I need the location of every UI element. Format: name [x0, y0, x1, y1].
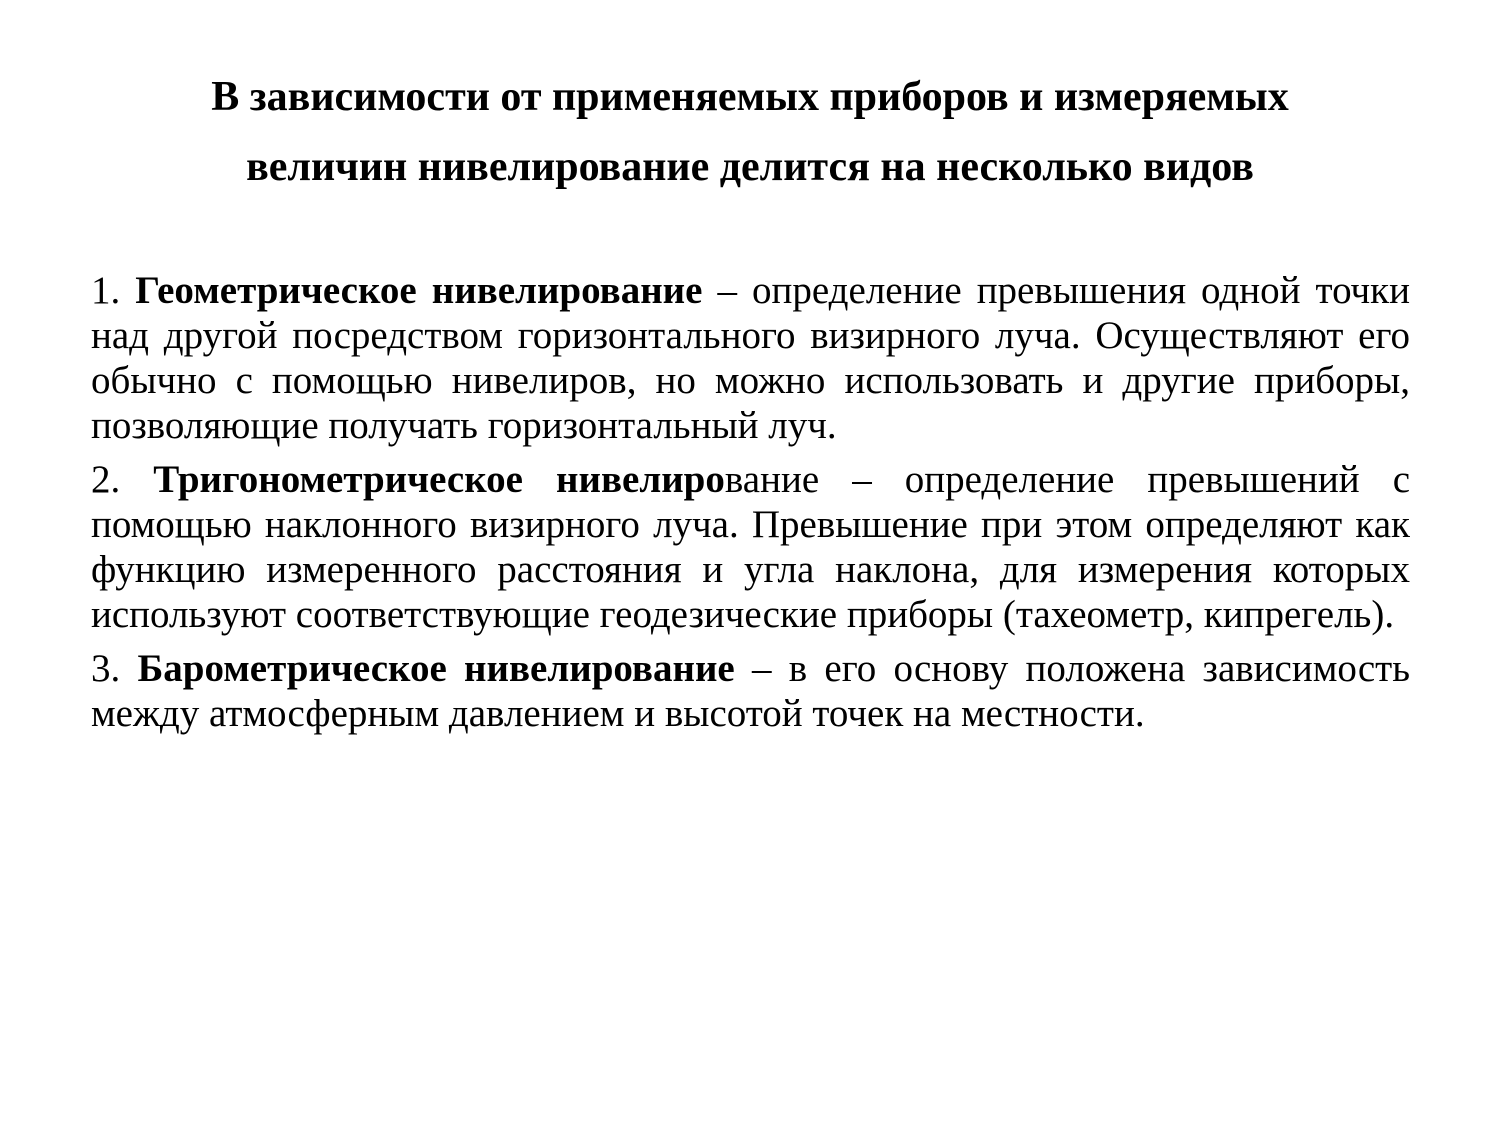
item-term: Барометрическое нивелирование	[137, 647, 735, 690]
item-text: – определение превышений с помощью наклонного визирного луча. Превышение при этом определяют как функцию измеренного расстояния и угла наклона, для измерения которых используют соответствующие геодезические приборы (тахеометр, кипрегель).	[91, 458, 1411, 636]
item-number: 3.	[91, 647, 121, 690]
slide-body	[91, 268, 1410, 745]
item-number: 1.	[91, 269, 121, 312]
item-number: 2.	[91, 458, 121, 501]
title-line-2: величин нивелирование делится на несколько видов	[246, 144, 1254, 190]
title-line-1: В зависимости от применяемых приборов и измеряемых	[211, 74, 1289, 120]
list-item	[91, 457, 1410, 637]
slide-title	[80, 62, 1420, 202]
list-item	[91, 268, 1410, 448]
item-term: Тригонометрическое нивелиро	[153, 458, 725, 501]
item-term: Геометрическое нивелирование	[135, 269, 703, 312]
item-term-tail: вание	[724, 458, 820, 501]
item-text: – определение превышения одной точки над другой посредством горизонтального визирного луча. Осуществляют его обычно с помощью нивелиров, но можно использовать и другие приборы, позволяющие получать горизонтальный луч.	[91, 269, 1410, 447]
item-text: – в его основу положена зависимость между атмосферным давлением и высотой точек на местности.	[91, 647, 1411, 735]
list-item	[91, 646, 1410, 736]
